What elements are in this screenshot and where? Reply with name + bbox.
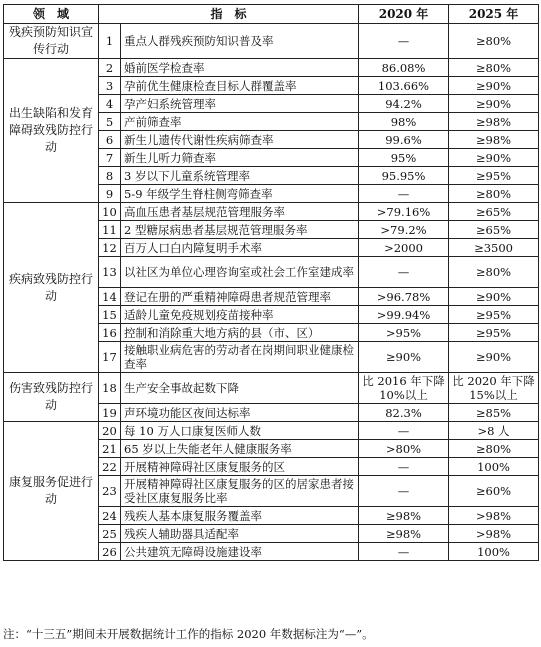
- row-number-cell: 11: [99, 221, 121, 239]
- table-body: [4, 24, 539, 561]
- value-2020-cell: 82.3%: [359, 404, 449, 422]
- value-2020-cell: >2000: [359, 239, 449, 257]
- row-number-cell: 24: [99, 507, 121, 525]
- value-2025-cell: ≥80%: [449, 440, 539, 458]
- indicator-cell: 每 10 万人口康复医师人数: [121, 422, 359, 440]
- indicator-cell: 高血压患者基层规范管理服务率: [121, 203, 359, 221]
- value-2020-cell: >99.94%: [359, 306, 449, 324]
- indicator-cell: 孕产妇系统管理率: [121, 95, 359, 113]
- domain-cell: 疾病致残防控行动: [4, 203, 99, 373]
- value-2025-cell: >98%: [449, 525, 539, 543]
- value-2020-cell: >79.2%: [359, 221, 449, 239]
- row-number-cell: 13: [99, 257, 121, 288]
- row-number-cell: 15: [99, 306, 121, 324]
- header-indicator: 指 标: [99, 5, 359, 24]
- row-number-cell: 1: [99, 24, 121, 59]
- row-number-cell: 4: [99, 95, 121, 113]
- value-2020-cell: —: [359, 185, 449, 203]
- value-2020-cell: >95%: [359, 324, 449, 342]
- value-2020-cell: 95%: [359, 149, 449, 167]
- table-row: [4, 24, 539, 59]
- row-number-cell: 2: [99, 59, 121, 77]
- value-2025-cell: ≥98%: [449, 113, 539, 131]
- row-number-cell: 8: [99, 167, 121, 185]
- indicator-cell: 适龄儿童免疫规划疫苗接种率: [121, 306, 359, 324]
- indicator-cell: 重点人群残疾预防知识普及率: [121, 24, 359, 59]
- value-2025-cell: ≥90%: [449, 288, 539, 306]
- row-number-cell: 14: [99, 288, 121, 306]
- indicator-cell: 开展精神障碍社区康复服务的区: [121, 458, 359, 476]
- row-number-cell: 12: [99, 239, 121, 257]
- value-2025-cell: ≥98%: [449, 131, 539, 149]
- value-2020-cell: 98%: [359, 113, 449, 131]
- indicator-cell: 百万人口白内障复明手术率: [121, 239, 359, 257]
- indicator-cell: 新生儿遗传代谢性疾病筛查率: [121, 131, 359, 149]
- table-row: [4, 373, 539, 404]
- domain-cell: 残疾预防知识宣传行动: [4, 24, 99, 59]
- value-2020-cell: —: [359, 422, 449, 440]
- indicator-cell: 声环境功能区夜间达标率: [121, 404, 359, 422]
- indicator-cell: 残疾人基本康复服务覆盖率: [121, 507, 359, 525]
- value-2025-cell: 100%: [449, 458, 539, 476]
- value-2020-cell: 94.2%: [359, 95, 449, 113]
- value-2025-cell: ≥60%: [449, 476, 539, 507]
- value-2025-cell: ≥85%: [449, 404, 539, 422]
- table-row: [4, 203, 539, 221]
- row-number-cell: 10: [99, 203, 121, 221]
- value-2025-cell: ≥80%: [449, 185, 539, 203]
- value-2020-cell: —: [359, 476, 449, 507]
- row-number-cell: 5: [99, 113, 121, 131]
- indicator-cell: 5-9 年级学生脊柱侧弯筛查率: [121, 185, 359, 203]
- header-domain: 领 域: [4, 5, 99, 24]
- value-2025-cell: ≥95%: [449, 306, 539, 324]
- value-2020-cell: ≥98%: [359, 525, 449, 543]
- domain-cell: 康复服务促进行动: [4, 422, 99, 561]
- value-2025-cell: ≥3500: [449, 239, 539, 257]
- value-2020-cell: 95.95%: [359, 167, 449, 185]
- header-row: [4, 5, 539, 24]
- value-2020-cell: >79.16%: [359, 203, 449, 221]
- indicator-cell: 以社区为单位心理咨询室或社会工作室建成率: [121, 257, 359, 288]
- value-2025-cell: ≥95%: [449, 167, 539, 185]
- footnote: 注：“十三五”期间未开展数据统计工作的指标 2020 年数据标注为“—”。: [3, 627, 374, 641]
- row-number-cell: 3: [99, 77, 121, 95]
- value-2025-cell: ≥90%: [449, 342, 539, 373]
- table-row: [4, 59, 539, 77]
- value-2020-cell: —: [359, 257, 449, 288]
- indicator-cell: 产前筛查率: [121, 113, 359, 131]
- domain-cell: 伤害致残防控行动: [4, 373, 99, 422]
- row-number-cell: 6: [99, 131, 121, 149]
- indicator-cell: 公共建筑无障碍设施建设率: [121, 543, 359, 561]
- indicator-cell: 新生儿听力筛查率: [121, 149, 359, 167]
- value-2025-cell: 比 2020 年下降 15%以上: [449, 373, 539, 404]
- indicator-cell: 生产安全事故起数下降: [121, 373, 359, 404]
- header-2020: 2020 年: [359, 5, 449, 24]
- value-2020-cell: 99.6%: [359, 131, 449, 149]
- indicator-table: [3, 4, 539, 561]
- value-2025-cell: ≥65%: [449, 221, 539, 239]
- row-number-cell: 20: [99, 422, 121, 440]
- indicator-cell: 3 岁以下儿童系统管理率: [121, 167, 359, 185]
- value-2020-cell: —: [359, 458, 449, 476]
- header-2025: 2025 年: [449, 5, 539, 24]
- value-2020-cell: —: [359, 543, 449, 561]
- value-2020-cell: 86.08%: [359, 59, 449, 77]
- row-number-cell: 23: [99, 476, 121, 507]
- value-2025-cell: ≥80%: [449, 257, 539, 288]
- value-2025-cell: >8 人: [449, 422, 539, 440]
- row-number-cell: 26: [99, 543, 121, 561]
- value-2020-cell: —: [359, 24, 449, 59]
- indicator-cell: 婚前医学检查率: [121, 59, 359, 77]
- row-number-cell: 18: [99, 373, 121, 404]
- value-2020-cell: >96.78%: [359, 288, 449, 306]
- indicator-cell: 孕前优生健康检查目标人群覆盖率: [121, 77, 359, 95]
- domain-cell: 出生缺陷和发育障碍致残防控行动: [4, 59, 99, 203]
- indicator-cell: 65 岁以上失能老年人健康服务率: [121, 440, 359, 458]
- indicator-cell: 2 型糖尿病患者基层规范管理服务率: [121, 221, 359, 239]
- indicator-table-wrapper: [3, 4, 538, 622]
- value-2020-cell: 103.66%: [359, 77, 449, 95]
- value-2025-cell: ≥90%: [449, 77, 539, 95]
- value-2020-cell: 比 2016 年下降 10%以上: [359, 373, 449, 404]
- indicator-cell: 控制和消除重大地方病的县（市、区）: [121, 324, 359, 342]
- indicator-cell: 登记在册的严重精神障碍患者规范管理率: [121, 288, 359, 306]
- value-2025-cell: ≥65%: [449, 203, 539, 221]
- row-number-cell: 19: [99, 404, 121, 422]
- value-2025-cell: ≥95%: [449, 324, 539, 342]
- value-2020-cell: ≥90%: [359, 342, 449, 373]
- row-number-cell: 7: [99, 149, 121, 167]
- row-number-cell: 22: [99, 458, 121, 476]
- value-2025-cell: ≥90%: [449, 95, 539, 113]
- table-row: [4, 422, 539, 440]
- value-2025-cell: >98%: [449, 507, 539, 525]
- value-2025-cell: ≥90%: [449, 149, 539, 167]
- value-2025-cell: 100%: [449, 543, 539, 561]
- value-2025-cell: ≥80%: [449, 24, 539, 59]
- row-number-cell: 25: [99, 525, 121, 543]
- indicator-cell: 开展精神障碍社区康复服务的区的居家患者接受社区康复服务比率: [121, 476, 359, 507]
- value-2020-cell: ≥98%: [359, 507, 449, 525]
- row-number-cell: 9: [99, 185, 121, 203]
- row-number-cell: 16: [99, 324, 121, 342]
- indicator-cell: 残疾人辅助器具适配率: [121, 525, 359, 543]
- indicator-cell: 接触职业病危害的劳动者在岗期间职业健康检查率: [121, 342, 359, 373]
- value-2025-cell: ≥80%: [449, 59, 539, 77]
- value-2020-cell: >80%: [359, 440, 449, 458]
- row-number-cell: 17: [99, 342, 121, 373]
- row-number-cell: 21: [99, 440, 121, 458]
